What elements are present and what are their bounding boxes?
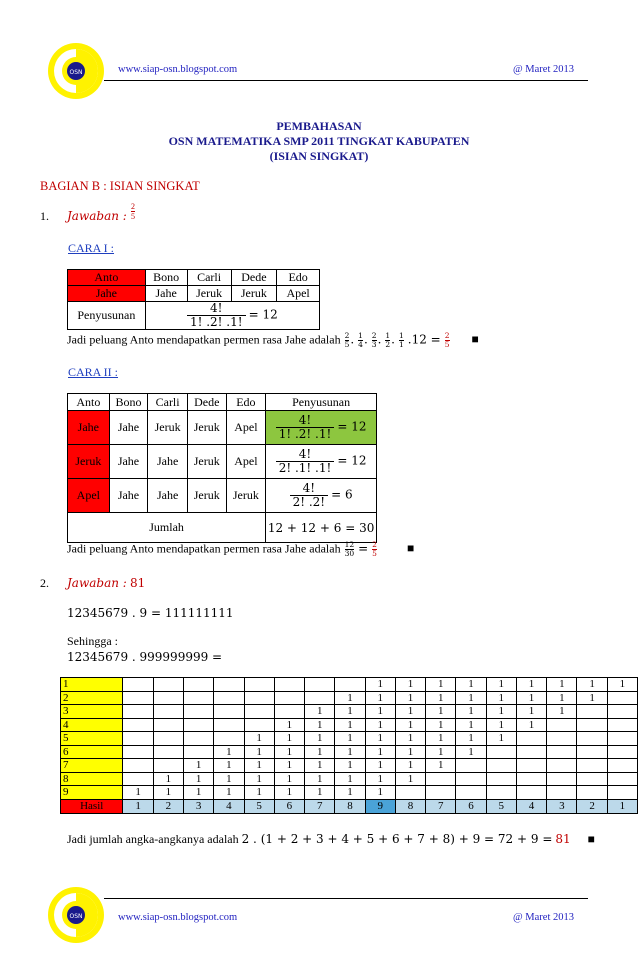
cara1-cell: Jahe bbox=[68, 286, 146, 302]
grid-cell: 1 bbox=[123, 786, 153, 800]
grid-cell: 1 bbox=[516, 691, 546, 705]
grid-cell bbox=[123, 759, 153, 773]
cara2-conclusion: Jadi peluang Anto mendapatkan permen rasa Jahe adalah $\frac{12}{30}$ = $\frac{2}{5}$ ■ bbox=[67, 540, 415, 558]
cara2-cell: Jahe bbox=[148, 445, 188, 479]
grid-cell: 1 bbox=[426, 705, 456, 719]
grid-cell bbox=[607, 786, 637, 800]
cara1-cell: Edo bbox=[277, 270, 320, 286]
grid-cell: 1 bbox=[456, 705, 486, 719]
grid-cell: 1 bbox=[335, 705, 365, 719]
grid-cell: 1 bbox=[365, 718, 395, 732]
osn-logo-header bbox=[46, 41, 106, 101]
grid-cell: 1 bbox=[395, 745, 425, 759]
grid-cell: 2 bbox=[61, 691, 123, 705]
footer-link[interactable]: www.siap-osn.blogspot.com bbox=[118, 912, 238, 923]
grid-cell bbox=[153, 745, 183, 759]
grid-cell bbox=[214, 718, 244, 732]
grid-cell bbox=[607, 745, 637, 759]
grid-cell: 1 bbox=[365, 759, 395, 773]
grid-cell bbox=[547, 718, 577, 732]
grid-cell: 1 bbox=[244, 732, 274, 746]
grid-cell bbox=[547, 786, 577, 800]
grid-cell: 1 bbox=[486, 705, 516, 719]
grid-cell bbox=[244, 691, 274, 705]
grid-cell: 1 bbox=[547, 691, 577, 705]
cara2-header: Bono bbox=[109, 394, 148, 411]
grid-cell bbox=[426, 772, 456, 786]
grid-cell bbox=[486, 745, 516, 759]
cara1-cell: Jeruk bbox=[187, 286, 231, 302]
grid-cell: 1 bbox=[335, 718, 365, 732]
grid-cell: 1 bbox=[153, 772, 183, 786]
grid-cell: 1 bbox=[184, 786, 214, 800]
grid-cell: 1 bbox=[305, 759, 335, 773]
grid-cell: 3 bbox=[61, 705, 123, 719]
grid-cell: 1 bbox=[395, 732, 425, 746]
grid-cell bbox=[607, 718, 637, 732]
grid-cell bbox=[123, 732, 153, 746]
q2-answer-label: Jawaban : bbox=[67, 576, 127, 590]
q2-number: 2. bbox=[40, 576, 49, 590]
grid-cell: 1 bbox=[426, 678, 456, 692]
q2-line1: 12345679 . 9 = 111111111 bbox=[67, 606, 234, 620]
grid-cell: 1 bbox=[486, 732, 516, 746]
grid-cell: 1 bbox=[607, 678, 637, 692]
grid-cell: 1 bbox=[395, 772, 425, 786]
grid-cell: 1 bbox=[305, 786, 335, 800]
end-mark: ■ bbox=[471, 332, 479, 347]
grid-cell: 6 bbox=[61, 745, 123, 759]
cara1-cell: Apel bbox=[277, 286, 320, 302]
q2-line2: 12345679 . 999999999 = bbox=[67, 650, 223, 664]
grid-cell: 1 bbox=[456, 732, 486, 746]
title-line1: PEMBAHASAN bbox=[276, 119, 362, 133]
grid-cell: 1 bbox=[486, 678, 516, 692]
grid-cell bbox=[547, 772, 577, 786]
cara2-cell: Jeruk bbox=[187, 445, 226, 479]
cara2-cell: Jeruk bbox=[187, 411, 226, 445]
cara2-header: Dede bbox=[187, 394, 226, 411]
cara1-cell: Jeruk bbox=[231, 286, 277, 302]
grid-cell: 4 bbox=[61, 718, 123, 732]
grid-cell: 1 bbox=[244, 745, 274, 759]
grid-cell: 1 bbox=[395, 718, 425, 732]
grid-cell bbox=[274, 705, 304, 719]
grid-cell: 1 bbox=[335, 772, 365, 786]
grid-cell bbox=[153, 691, 183, 705]
grid-hasil-cell: 3 bbox=[547, 799, 577, 813]
grid-cell bbox=[395, 786, 425, 800]
grid-cell: 1 bbox=[274, 786, 304, 800]
grid-cell bbox=[516, 732, 546, 746]
cara2-cell: Apel bbox=[226, 411, 266, 445]
grid-cell bbox=[123, 745, 153, 759]
q2-answer-value: 81 bbox=[130, 576, 146, 590]
cara2-formula: $\frac{4!}{1! .2! .1!}$ = 12 bbox=[266, 411, 377, 445]
grid-cell: 1 bbox=[305, 732, 335, 746]
cara2-table bbox=[67, 393, 377, 543]
cara2-cell: Jahe bbox=[68, 411, 110, 445]
grid-cell bbox=[426, 786, 456, 800]
grid-cell: 1 bbox=[184, 772, 214, 786]
cara2-cell: Jahe bbox=[109, 479, 148, 513]
grid-cell bbox=[123, 691, 153, 705]
grid-cell bbox=[123, 718, 153, 732]
grid-hasil-cell: 6 bbox=[456, 799, 486, 813]
grid-row bbox=[61, 678, 638, 692]
grid-cell: 1 bbox=[365, 691, 395, 705]
grid-cell bbox=[244, 678, 274, 692]
svg-text:OSN: OSN bbox=[69, 913, 83, 920]
footer-divider bbox=[104, 898, 588, 899]
cara2-cell: Jahe bbox=[109, 411, 148, 445]
grid-cell: 1 bbox=[274, 718, 304, 732]
grid-cell bbox=[244, 718, 274, 732]
grid-cell: 1 bbox=[516, 678, 546, 692]
grid-cell: 1 bbox=[305, 745, 335, 759]
grid-cell bbox=[153, 759, 183, 773]
grid-cell bbox=[516, 772, 546, 786]
grid-cell bbox=[184, 732, 214, 746]
grid-hasil-cell: 1 bbox=[607, 799, 637, 813]
grid-cell: 1 bbox=[365, 772, 395, 786]
cara2-cell: Jahe bbox=[148, 479, 188, 513]
grid-hasil-cell: 7 bbox=[305, 799, 335, 813]
grid-cell bbox=[577, 772, 607, 786]
cara2-cell: Jahe bbox=[109, 445, 148, 479]
grid-cell bbox=[214, 691, 244, 705]
grid-cell bbox=[153, 678, 183, 692]
section-heading: BAGIAN B : ISIAN SINGKAT bbox=[40, 179, 200, 193]
grid-cell bbox=[456, 759, 486, 773]
grid-cell: 1 bbox=[456, 691, 486, 705]
grid-cell bbox=[305, 691, 335, 705]
grid-cell bbox=[516, 786, 546, 800]
grid-cell: 7 bbox=[61, 759, 123, 773]
grid-cell: 1 bbox=[274, 745, 304, 759]
grid-cell bbox=[335, 678, 365, 692]
cara2-label: CARA II : bbox=[68, 365, 119, 379]
end-mark: ■ bbox=[587, 832, 595, 846]
grid-cell: 1 bbox=[274, 759, 304, 773]
grid-cell bbox=[244, 705, 274, 719]
grid-cell bbox=[214, 678, 244, 692]
grid-cell bbox=[123, 772, 153, 786]
grid-cell bbox=[516, 745, 546, 759]
grid-row bbox=[61, 786, 638, 800]
grid-cell: 1 bbox=[365, 745, 395, 759]
q1-answer-fraction: $\frac{2}{5}$ bbox=[131, 202, 135, 221]
grid-cell: 1 bbox=[274, 732, 304, 746]
grid-cell bbox=[456, 786, 486, 800]
grid-cell bbox=[607, 691, 637, 705]
grid-cell: 1 bbox=[335, 786, 365, 800]
grid-hasil-cell: 5 bbox=[244, 799, 274, 813]
grid-cell: 1 bbox=[365, 732, 395, 746]
cara1-table bbox=[67, 269, 320, 330]
grid-cell: 1 bbox=[426, 691, 456, 705]
grid-cell bbox=[274, 678, 304, 692]
header-divider bbox=[104, 80, 588, 81]
grid-cell: 1 bbox=[214, 786, 244, 800]
grid-cell: 1 bbox=[426, 718, 456, 732]
grid-hasil-cell: 4 bbox=[516, 799, 546, 813]
grid-cell bbox=[184, 678, 214, 692]
q1-answer-label: Jawaban : bbox=[67, 209, 127, 223]
grid-cell bbox=[184, 745, 214, 759]
grid-cell bbox=[577, 732, 607, 746]
grid-cell: 1 bbox=[244, 772, 274, 786]
q1-number: 1. bbox=[40, 209, 49, 223]
grid-cell: 8 bbox=[61, 772, 123, 786]
grid-cell: 1 bbox=[335, 732, 365, 746]
q2-grid bbox=[60, 677, 638, 814]
cara2-cell: Jeruk bbox=[68, 445, 110, 479]
cara2-header: Carli bbox=[148, 394, 188, 411]
grid-hasil-cell: 6 bbox=[274, 799, 304, 813]
grid-cell: 1 bbox=[153, 786, 183, 800]
grid-hasil-cell: 8 bbox=[335, 799, 365, 813]
end-mark: ■ bbox=[406, 541, 415, 556]
grid-cell bbox=[123, 705, 153, 719]
grid-row bbox=[61, 691, 638, 705]
grid-row bbox=[61, 705, 638, 719]
grid-hasil-cell: 5 bbox=[486, 799, 516, 813]
grid-row bbox=[61, 772, 638, 786]
grid-cell: 1 bbox=[61, 678, 123, 692]
cara2-header: Edo bbox=[226, 394, 266, 411]
grid-cell bbox=[516, 759, 546, 773]
grid-cell: 1 bbox=[577, 678, 607, 692]
grid-hasil-cell: 8 bbox=[395, 799, 425, 813]
q2-conclusion: Jadi jumlah angka-angkanya adalah 2 . (1 + 2 + 3 + 4 + 5 + 6 + 7 + 8) + 9 = 72 + 9 = 81 ■ bbox=[67, 832, 595, 846]
grid-cell: 1 bbox=[214, 759, 244, 773]
cara1-penyusunan-formula: $\frac{4!}{1! .2! .1!}$ = 12 bbox=[145, 302, 319, 330]
grid-row bbox=[61, 732, 638, 746]
cara2-cell: Jeruk bbox=[148, 411, 188, 445]
grid-cell: 1 bbox=[184, 759, 214, 773]
grid-row bbox=[61, 759, 638, 773]
grid-cell: 1 bbox=[365, 705, 395, 719]
cara1-cell: Jahe bbox=[145, 286, 187, 302]
cara1-cell: Dede bbox=[231, 270, 277, 286]
grid-cell bbox=[607, 732, 637, 746]
grid-row bbox=[61, 745, 638, 759]
grid-cell bbox=[274, 691, 304, 705]
grid-cell: 1 bbox=[456, 718, 486, 732]
cara2-formula: $\frac{4!}{2! .1! .1!}$ = 12 bbox=[266, 445, 377, 479]
grid-cell bbox=[153, 705, 183, 719]
grid-cell bbox=[123, 678, 153, 692]
grid-cell bbox=[577, 718, 607, 732]
svg-text:OSN: OSN bbox=[69, 69, 83, 76]
grid-cell: 1 bbox=[244, 759, 274, 773]
cara1-label: CARA I : bbox=[68, 241, 115, 255]
cara2-cell: Apel bbox=[226, 445, 266, 479]
grid-cell: 1 bbox=[305, 718, 335, 732]
cara2-header: Penyusunan bbox=[266, 394, 377, 411]
grid-cell: 1 bbox=[426, 732, 456, 746]
grid-cell: 1 bbox=[365, 678, 395, 692]
grid-cell: 1 bbox=[335, 745, 365, 759]
grid-cell: 1 bbox=[214, 745, 244, 759]
header-date: @ Maret 2013 bbox=[513, 64, 574, 75]
cara2-cell: Apel bbox=[68, 479, 110, 513]
grid-cell: 1 bbox=[577, 691, 607, 705]
grid-cell: 1 bbox=[335, 759, 365, 773]
grid-cell: 1 bbox=[486, 718, 516, 732]
grid-cell: 1 bbox=[365, 786, 395, 800]
grid-cell: 1 bbox=[426, 759, 456, 773]
grid-hasil-cell: 2 bbox=[577, 799, 607, 813]
cara2-jumlah-label: Jumlah bbox=[68, 513, 266, 543]
grid-cell bbox=[577, 786, 607, 800]
grid-cell bbox=[547, 732, 577, 746]
grid-cell: 9 bbox=[61, 786, 123, 800]
grid-cell: 1 bbox=[456, 678, 486, 692]
grid-hasil-cell: 9 bbox=[365, 799, 395, 813]
grid-cell: 1 bbox=[486, 691, 516, 705]
q2-sehingga: Sehingga : bbox=[67, 634, 118, 648]
grid-cell bbox=[486, 759, 516, 773]
grid-cell bbox=[184, 691, 214, 705]
grid-cell: 1 bbox=[395, 705, 425, 719]
grid-cell bbox=[577, 705, 607, 719]
grid-hasil-label: Hasil bbox=[61, 799, 123, 813]
grid-cell bbox=[486, 786, 516, 800]
cara1-cell: Anto bbox=[68, 270, 146, 286]
grid-hasil-cell: 1 bbox=[123, 799, 153, 813]
grid-cell bbox=[577, 745, 607, 759]
cara1-cell: Carli bbox=[187, 270, 231, 286]
cara2-formula: $\frac{4!}{2! .2!}$ = 6 bbox=[266, 479, 377, 513]
osn-logo-footer bbox=[46, 885, 106, 945]
grid-cell bbox=[153, 732, 183, 746]
title-line3: (ISIAN SINGKAT) bbox=[269, 149, 369, 163]
grid-cell bbox=[153, 718, 183, 732]
grid-cell: 1 bbox=[426, 745, 456, 759]
grid-cell bbox=[607, 705, 637, 719]
grid-cell bbox=[547, 759, 577, 773]
grid-cell: 5 bbox=[61, 732, 123, 746]
cara1-penyusunan-label: Penyusunan bbox=[68, 302, 146, 330]
grid-cell: 1 bbox=[395, 691, 425, 705]
grid-cell: 1 bbox=[395, 678, 425, 692]
grid-hasil-cell: 2 bbox=[153, 799, 183, 813]
grid-hasil-cell: 3 bbox=[184, 799, 214, 813]
grid-cell: 1 bbox=[274, 772, 304, 786]
grid-cell: 1 bbox=[547, 705, 577, 719]
title-line2: OSN MATEMATIKA SMP 2011 TINGKAT KABUPATEN bbox=[168, 134, 470, 148]
grid-cell: 1 bbox=[244, 786, 274, 800]
grid-cell: 1 bbox=[456, 745, 486, 759]
grid-cell: 1 bbox=[395, 759, 425, 773]
grid-cell bbox=[486, 772, 516, 786]
cara1-conclusion: Jadi peluang Anto mendapatkan permen rasa Jahe adalah $\frac{2}{5}$ . $\frac{1}{4}$ . $\frac{2}{3}$ . $\frac{1}{2}$ . $\frac{1}{1}$ .12 = $\frac{2}{5}$ ■ bbox=[67, 331, 479, 349]
grid-cell: 1 bbox=[547, 678, 577, 692]
cara2-header: Anto bbox=[68, 394, 110, 411]
grid-cell: 1 bbox=[305, 772, 335, 786]
grid-cell bbox=[547, 745, 577, 759]
grid-hasil-cell: 4 bbox=[214, 799, 244, 813]
grid-cell bbox=[607, 759, 637, 773]
grid-cell bbox=[214, 705, 244, 719]
grid-cell bbox=[577, 759, 607, 773]
grid-row bbox=[61, 718, 638, 732]
header-link[interactable]: www.siap-osn.blogspot.com bbox=[118, 64, 238, 75]
cara2-cell: Jeruk bbox=[226, 479, 266, 513]
grid-cell: 1 bbox=[516, 718, 546, 732]
grid-cell bbox=[184, 705, 214, 719]
grid-cell: 1 bbox=[516, 705, 546, 719]
grid-cell bbox=[184, 718, 214, 732]
grid-cell bbox=[305, 678, 335, 692]
cara1-cell: Bono bbox=[145, 270, 187, 286]
grid-cell bbox=[214, 732, 244, 746]
grid-hasil-row bbox=[61, 799, 638, 813]
grid-hasil-cell: 7 bbox=[426, 799, 456, 813]
grid-cell bbox=[456, 772, 486, 786]
grid-cell: 1 bbox=[214, 772, 244, 786]
cara2-cell: Jeruk bbox=[187, 479, 226, 513]
grid-cell bbox=[607, 772, 637, 786]
cara2-jumlah-value: 12 + 12 + 6 = 30 bbox=[266, 513, 377, 543]
grid-cell: 1 bbox=[335, 691, 365, 705]
grid-cell: 1 bbox=[305, 705, 335, 719]
footer-date: @ Maret 2013 bbox=[513, 912, 574, 923]
